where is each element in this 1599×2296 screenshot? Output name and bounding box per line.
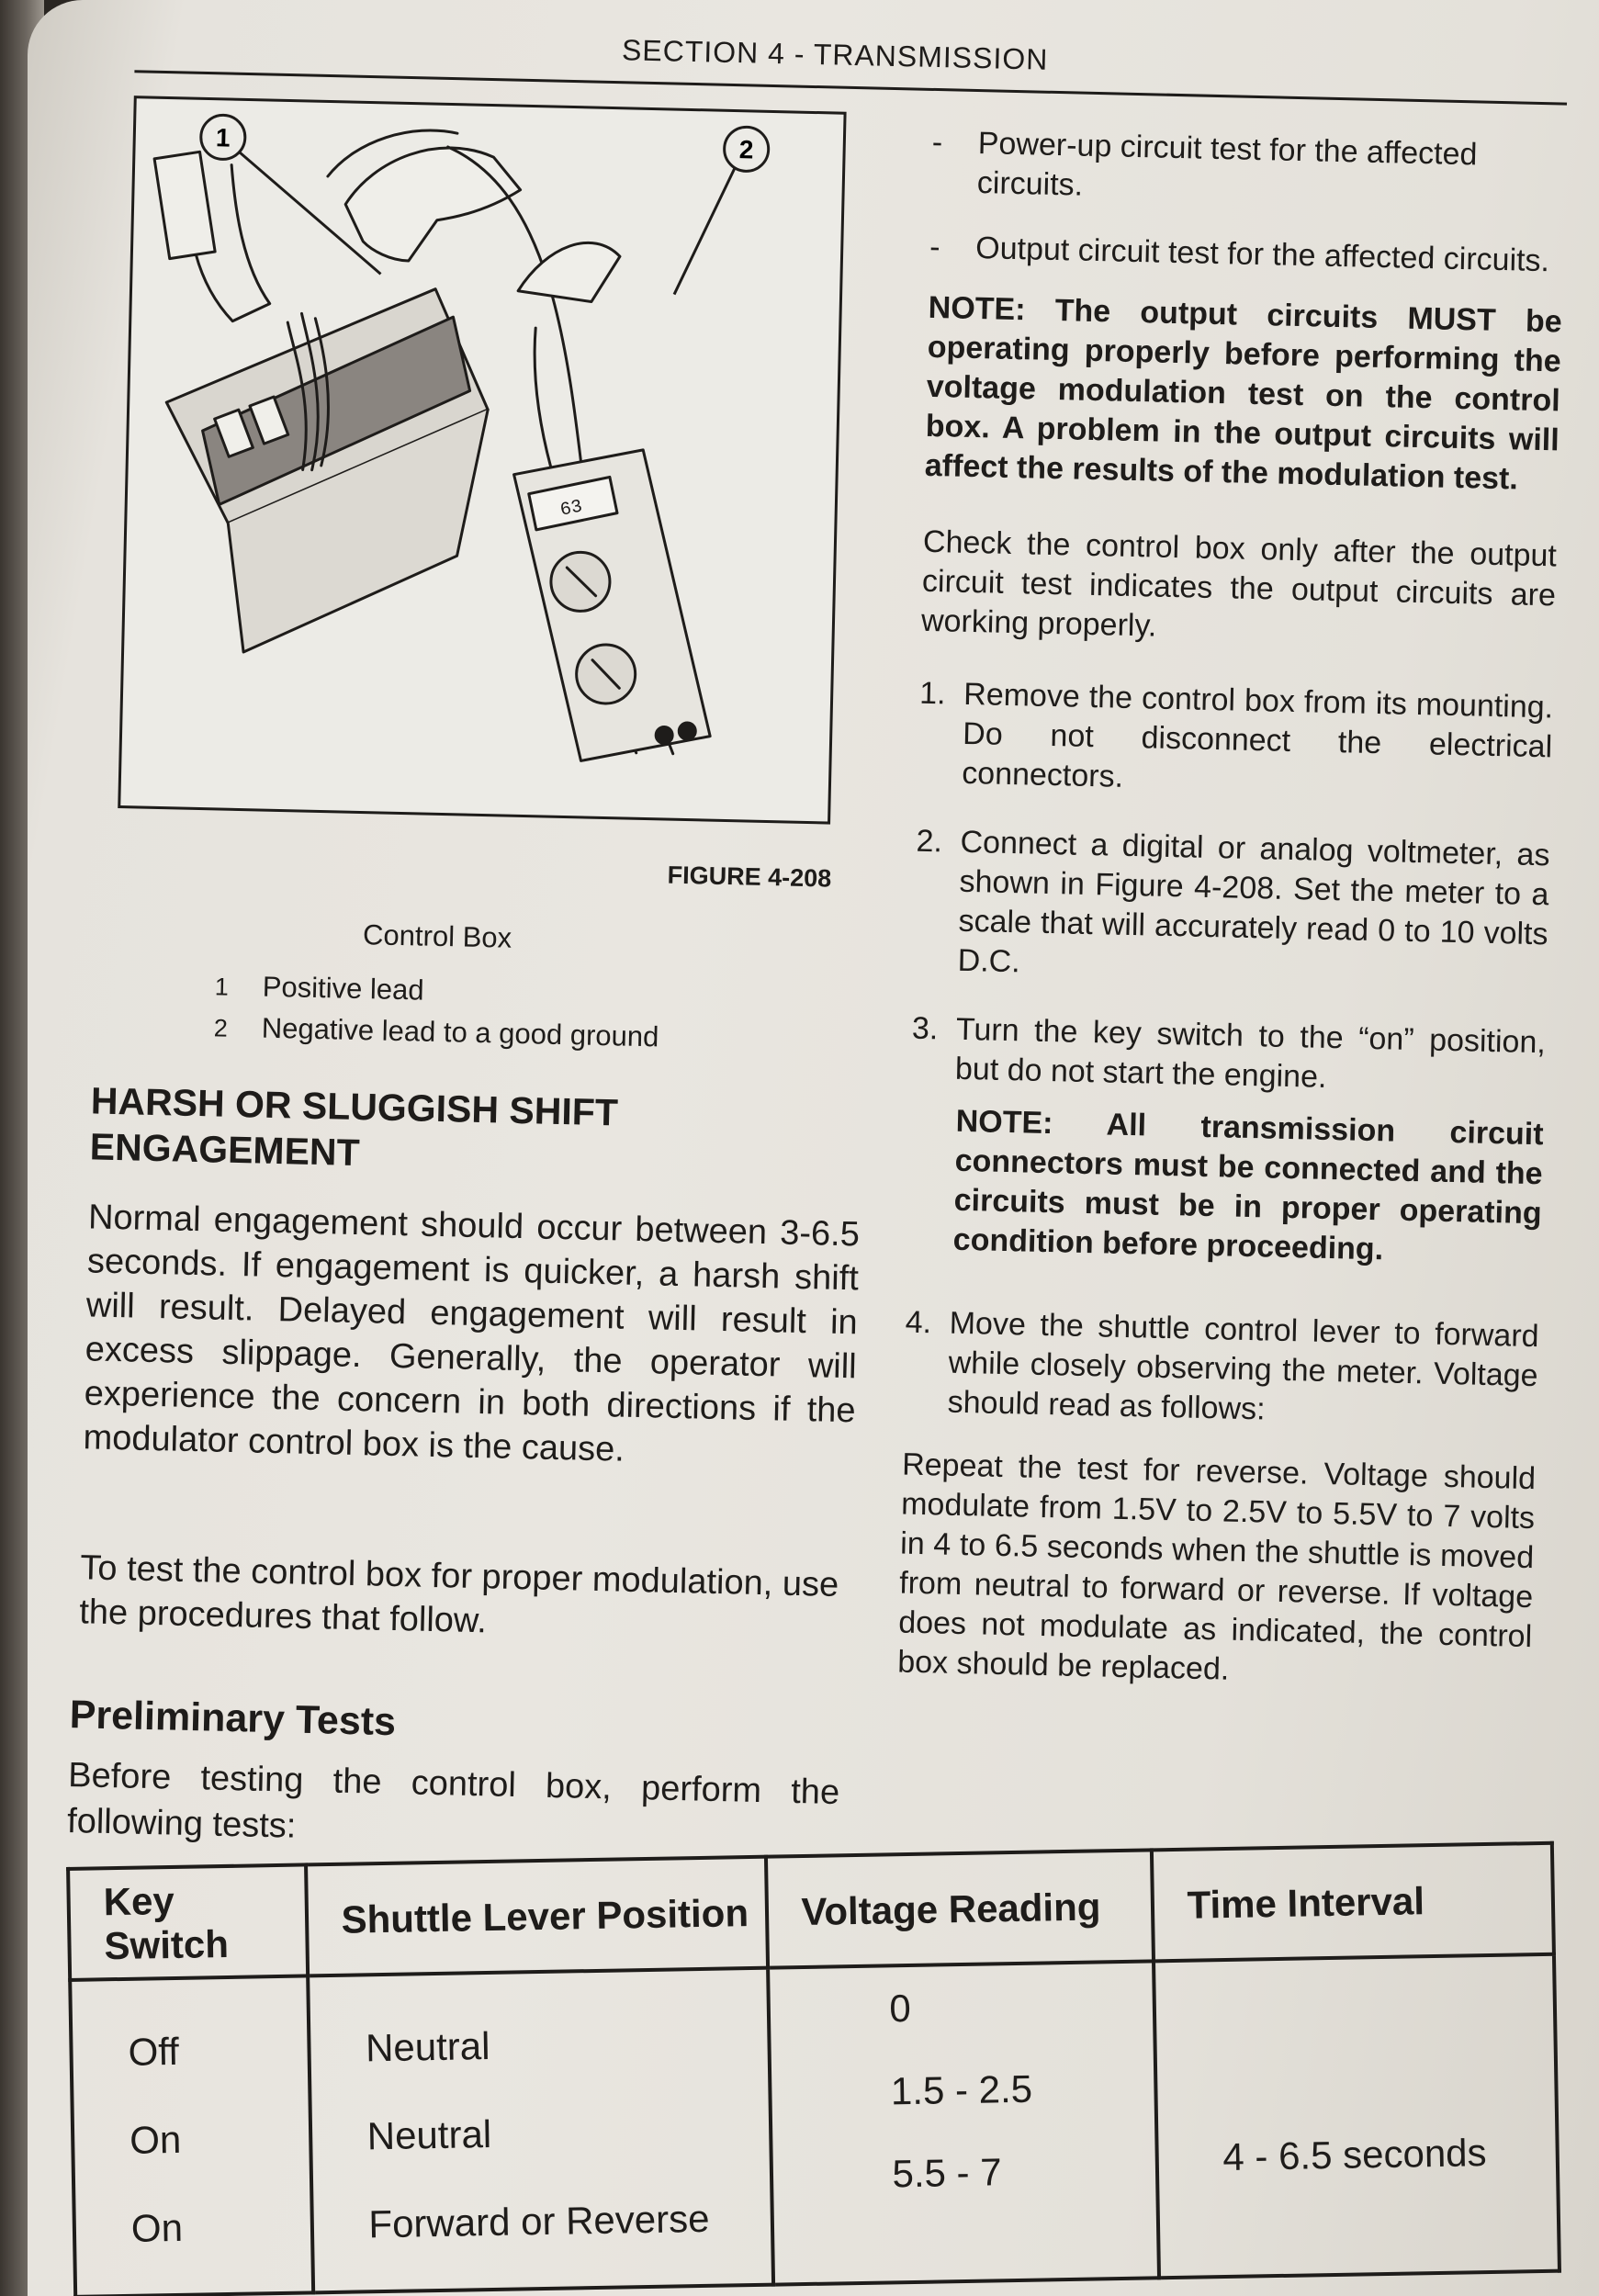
step-item: 2. Connect a digital or analog voltmeter, as shown in Figure 4-208. Set the meter to a scale that will accurately read 0 to 10 volts D.C.	[916, 823, 1550, 980]
bullet-item: - Output circuit test for the affected circuits.	[929, 229, 1550, 279]
bullet-item: - Power-up circuit test for the affected circuits.	[931, 124, 1478, 203]
callout-2: 2	[738, 135, 754, 164]
figure-caption: FIGURE 4-208	[667, 861, 832, 893]
section-header: SECTION 4 - TRANSMISSION	[621, 33, 1049, 76]
preliminary-tests-heading: Preliminary Tests	[69, 1693, 397, 1745]
step-item: 1. Remove the control box from its mounting. Do not disconnect the electrical connectors.	[918, 675, 1554, 794]
voltage-table	[66, 1841, 1561, 2296]
table-body-row	[70, 1954, 1560, 2296]
hand	[344, 145, 522, 263]
step-4	[903, 1303, 1539, 1436]
step-item: 4. Move the shuttle control lever to forward while closely observing the meter. Voltage should read as follows:	[905, 1304, 1539, 1427]
control-box-illustration	[120, 98, 843, 821]
col-shuttle-position: Shuttle Lever Position	[306, 1857, 768, 1976]
col-time-interval: Time Interval	[1152, 1843, 1554, 1962]
step-item: 3. Turn the key switch to the “on” position, but do not start the engine.	[911, 1010, 1547, 1095]
col-voltage-reading: Voltage Reading	[765, 1850, 1153, 1967]
legend-text: Positive lead	[262, 970, 424, 1007]
harsh-shift-paragraph: Normal engagement should occur between 3-6.5 seconds. If engagement is quicker, a harsh shift will result. Delayed engagement will result in excess slippage. Generally, the operator will experience the concern in both directions if the modulator control box is the cause.	[83, 1198, 861, 1469]
col-key-switch: Key Switch	[68, 1864, 308, 1979]
check-paragraph: Check the control box only after the output circuit test indicates the output circuits are working properly.	[920, 523, 1558, 644]
modulation-intro: To test the control box for proper modulation, use the procedures that follow.	[78, 1548, 839, 1641]
shuttle-position-cell: Neutral Neutral Forward or Reverse	[308, 1968, 773, 2293]
callout-1: 1	[215, 123, 231, 152]
legend-text: Negative lead to a good ground	[261, 1011, 659, 1053]
legend-number: 2	[213, 1014, 229, 1042]
preliminary-tests-intro: Before testing the control box, perform the following tests:	[66, 1756, 840, 1846]
figure-4-208	[118, 96, 846, 824]
note-connectors: NOTE: All transmission circuit connectors must be connected and the circuits must be in proper operating condition before proceeding.	[952, 1103, 1544, 1267]
key-switch-cell: Off On On	[70, 1975, 313, 2296]
repeat-paragraph: Repeat the test for reverse. Voltage should modulate from 1.5V to 2.5V to 5.5V to 7 volts in 4 to 6.5 seconds when the shuttle is moved from neutral to forward or reverse. If voltage does not modulate as indicated, the control box should be replaced.	[896, 1446, 1537, 1687]
time-interval-cell: 4 - 6.5 seconds	[1154, 1954, 1560, 2279]
bullet-list	[929, 123, 1566, 282]
manual-page	[28, 0, 1599, 2296]
page-content	[28, 0, 1599, 2296]
legend-item	[213, 1007, 659, 1058]
negative-clip	[518, 242, 620, 303]
note-output-circuits: NOTE: The output circuits MUST be operating properly before performing the voltage modulation test on the control box. A problem in the output circuits will affect the results of the modulation test.	[924, 289, 1563, 497]
procedure-steps	[911, 674, 1554, 1103]
meter-reading: 63	[557, 496, 585, 522]
voltage-cell: 0 1.5 - 2.5 5.5 - 7	[768, 1961, 1159, 2284]
legend-number: 1	[214, 973, 230, 1001]
figure-legend	[213, 965, 660, 1058]
figure-title: Control Box	[362, 918, 512, 954]
harsh-shift-heading: HARSH OR SLUGGISH SHIFT ENGAGEMENT	[89, 1079, 619, 1175]
